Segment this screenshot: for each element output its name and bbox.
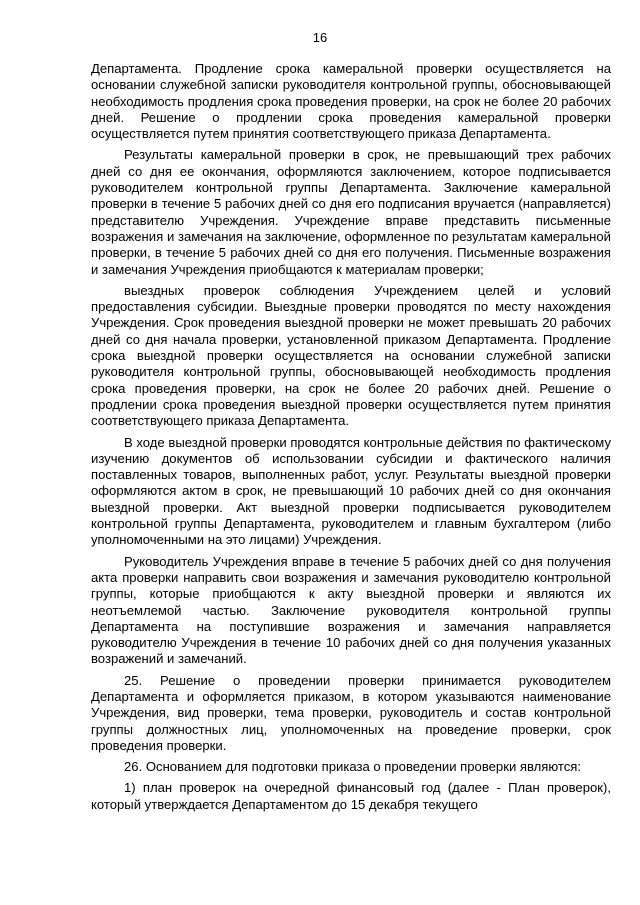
paragraph: 26. Основанием для подготовки приказа о проведении проверки являются:	[124, 759, 582, 775]
paragraph: Департамента. Продление срока камеральной проверки осуществляется на основании служебной записки руководителя контрольной группы, обосновывающей необходимость продления срока проведения проверки, на срок не более 20 рабочих дней. Решение о продлении срока проведения камеральной проверки осуществляется путем принятия соответствующего приказа Департамента.	[91, 61, 611, 142]
paragraph: В ходе выездной проверки проводятся контрольные действия по фактическому изучению документов об использовании субсидии и фактического наличия поставленных товаров, выполненных работ, услуг. Результаты выездной проверки оформляются актом в срок, не превышающий 10 рабочих дней со дня окончания выездной проверки. Акт выездной проверки подписывается руководителем контрольной группы Департамента, руководителем и главным бухгалтером (либо уполномоченными на это лицами) Учреждения.	[91, 434, 611, 548]
document-body	[91, 61, 611, 818]
paragraph: выездных проверок соблюдения Учреждением целей и условий предоставления субсидии. Выездные проверки проводятся по месту нахождения Учреждения. Срок проведения выездной проверки не может превышать 20 рабочих дней со дня начала проверки, установленной приказом Департамента. Продление срока выездной проверки осуществляется на основании служебной записки руководителя контрольной группы, обосновывающей необходимость продления срока проведения проверки, на срок не более 20 рабочих дней. Решение о продлении срока проведения выездной проверки осуществляется путем принятия соответствующего приказа Департамента.	[91, 282, 611, 429]
paragraph: Руководитель Учреждения вправе в течение 5 рабочих дней со дня получения акта проверки направить свои возражения и замечания руководителю контрольной группы, которые приобщаются к акту выездной проверки и являются их неотъемлемой частью. Заключение руководителя контрольной группы Департамента на поступившие возражения и замечания направляется руководителю Учреждения в течение 10 рабочих дней со дня получения указанных возражений и замечаний.	[91, 553, 611, 667]
paragraph: 1) план проверок на очередной финансовый год (далее - План проверок), который утверждается Департаментом до 15 декабря текущего	[91, 780, 611, 812]
paragraph: 25. Решение о проведении проверки принимается руководителем Департамента и оформляется приказом, в котором указываются наименование Учреждения, вид проверки, тема проверки, руководитель и состав контрольной группы должностных лиц, уполномоченных на проведение проверки, срок проведения проверки.	[91, 672, 611, 753]
page-number: 16	[312, 30, 328, 45]
paragraph: Результаты камеральной проверки в срок, не превышающий трех рабочих дней со дня ее окончания, оформляются заключением, которое подписывается руководителем контрольной группы Департамента. Заключение камеральной проверки в течение 5 рабочих дней со дня его подписания вручается (направляется) представителю Учреждения. Учреждение вправе представить письменные возражения и замечания на заключение, оформленное по результатам камеральной проверки, в течение 5 рабочих дней со дня его получения. Письменные возражения и замечания Учреждения приобщаются к материалам проверки;	[91, 147, 611, 277]
